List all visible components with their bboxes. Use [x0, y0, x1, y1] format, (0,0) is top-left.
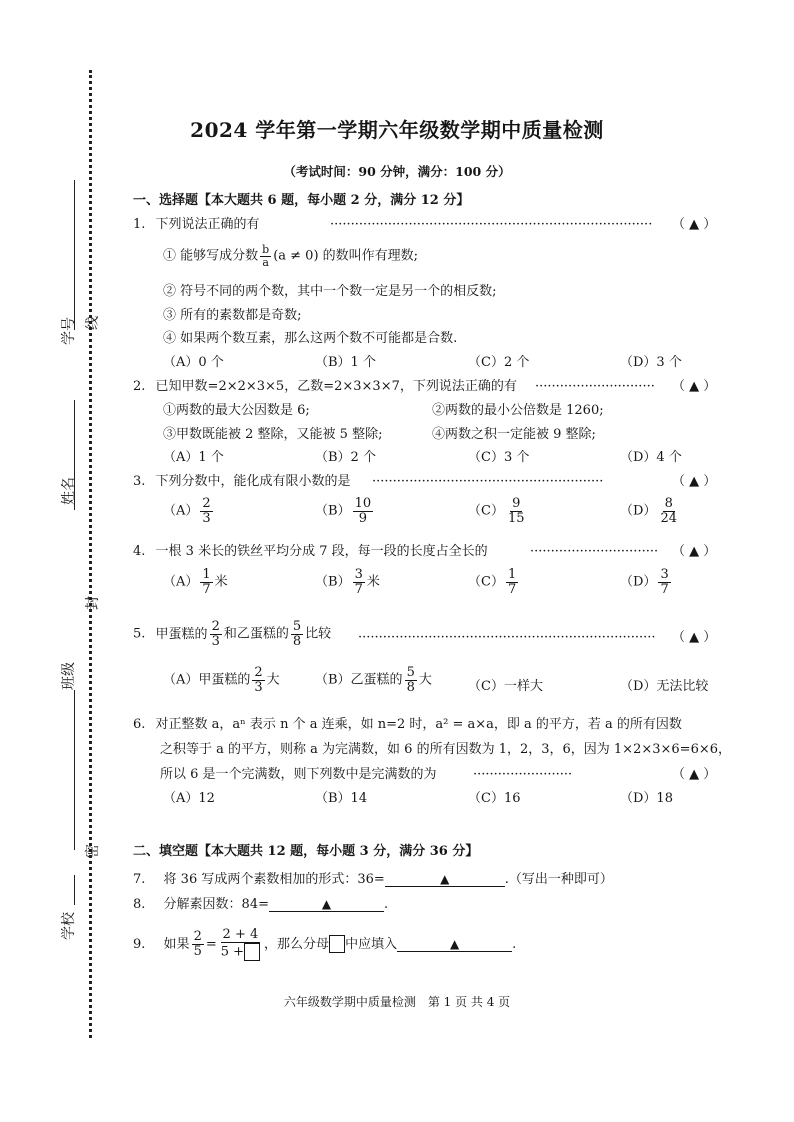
option-label: （A） [163, 503, 199, 519]
q1-statement-4: ④ 如果两个数互素，那么这两个数不可能都是合数. [163, 331, 458, 346]
q2-statement-2: ②两数的最小公倍数是 1260; [432, 403, 604, 418]
q8-number: 8. [133, 897, 146, 912]
equals-sign: = [205, 936, 217, 952]
q1-s1-prefix: ① 能够写成分数 [163, 248, 259, 264]
q3-dots: ························································ [372, 475, 604, 488]
q2-dots: ····························· [535, 380, 655, 393]
q4-c-fraction [506, 568, 518, 596]
q3-option-d[interactable] [620, 497, 681, 525]
fraction-numerator: 1 [202, 567, 211, 582]
q7-number: 7. [133, 872, 146, 887]
q1-dots: ·············································································· [330, 218, 653, 231]
q3-a-fraction [200, 497, 212, 525]
option-suffix: 大 [266, 672, 280, 688]
fraction-denominator: 8 [292, 633, 302, 649]
binding-dotted-line [89, 70, 92, 1038]
q8-text: 分解素因数：84= [163, 897, 269, 912]
answer-mark: ▲ [449, 936, 460, 951]
q9-answer-blank[interactable] [397, 938, 512, 952]
q6-option-a[interactable]: （A）12 [163, 791, 215, 806]
q5-fraction-2 [291, 620, 303, 648]
unit: 米 [366, 574, 380, 590]
fraction-denominator: 3 [202, 510, 211, 526]
q4-text: 一根 3 米长的铁丝平均分成 7 段，每一段的长度占全长的 [155, 544, 488, 559]
q6-dots: ························ [473, 768, 573, 781]
q7 [133, 873, 613, 887]
fraction-numerator: 2 [211, 619, 220, 634]
q8 [133, 898, 388, 912]
q4-d-fraction [658, 568, 670, 596]
fraction-denominator: 7 [202, 581, 211, 597]
q4-option-d[interactable] [620, 568, 673, 596]
q6-answer: （ ▲ ） [672, 767, 717, 782]
q3-option-b[interactable] [315, 497, 375, 525]
denominator-text: 5 + [220, 944, 245, 960]
inline-box [329, 935, 345, 953]
section2-heading: 二、填空题【本大题共 12 题，每小题 3 分，满分 36 分】 [133, 844, 479, 859]
student-no-line [74, 180, 75, 330]
fraction-numerator: 9 [512, 496, 521, 511]
q6-line-3: 所以 6 是一个完满数，则下列数中是完满数的为 [160, 767, 437, 782]
option-label: （C） [468, 503, 504, 519]
q4-option-b[interactable] [315, 568, 380, 596]
fraction-denominator: 15 [507, 510, 525, 526]
fraction-denominator: a [262, 255, 269, 269]
q5-text-a: 甲蛋糕的 [155, 626, 208, 642]
q1-option-c[interactable]: （C）2 个 [468, 355, 530, 370]
q6-option-d[interactable]: （D）18 [620, 791, 673, 806]
q7-answer-blank[interactable] [385, 873, 505, 887]
fraction-numerator: 2 + 4 [222, 927, 259, 942]
fraction-denominator: 7 [660, 581, 669, 597]
q2-number: 2. [133, 379, 146, 394]
school-label: 学校 [61, 912, 77, 940]
q3-number: 3. [133, 474, 146, 489]
q5-option-c[interactable]: （C）一样大 [468, 679, 543, 694]
q4-b-fraction [353, 568, 365, 596]
q7-text: 将 36 写成两个素数相加的形式：36= [163, 872, 385, 887]
option-label: （D） [620, 574, 657, 590]
fraction-numerator: 10 [354, 496, 372, 511]
fraction-numerator: 2 [202, 496, 211, 511]
fraction-numerator: 8 [664, 496, 673, 511]
option-label: （A） [163, 574, 199, 590]
q9-text-mid: ，那么分母 [264, 936, 330, 952]
q9-fraction-left [192, 930, 204, 958]
option-label: （A）甲蛋糕的 [163, 672, 251, 688]
class-line [74, 690, 75, 850]
q3-option-a[interactable] [163, 497, 215, 525]
class-label: 班级 [61, 662, 77, 690]
q1-text: 下列说法正确的有 [155, 217, 260, 232]
q3-c-fraction [506, 497, 527, 525]
school-line [74, 875, 75, 905]
q1-statement-2: ② 符号不同的两个数，其中一个数一定是另一个的相反数; [163, 284, 497, 299]
exam-title: 2024 学年第一学期六年级数学期中质量检测 [190, 118, 604, 142]
fraction-numerator: 5 [292, 619, 302, 634]
q9-suffix: . [512, 936, 517, 952]
fraction-numerator: 3 [354, 567, 363, 582]
q3-text: 下列分数中，能化成有限小数的是 [155, 474, 351, 489]
q7-suffix: .（写出一种即可） [504, 872, 613, 887]
q2-statement-4: ④两数之积一定能被 9 整除; [432, 427, 596, 442]
mi-label: 密 [85, 844, 101, 858]
q5-number: 5. [133, 626, 146, 642]
xian-label: 线 [85, 316, 101, 330]
fraction-denominator [219, 943, 262, 961]
q1-answer: （ ▲ ） [672, 217, 717, 232]
q2-option-b[interactable]: （B）2 个 [315, 450, 376, 465]
fraction-denominator: 3 [254, 679, 263, 695]
option-label: （C） [468, 574, 504, 590]
q2-option-c[interactable]: （C）3 个 [468, 450, 530, 465]
q5-option-a[interactable] [163, 666, 280, 694]
q5-a-fraction [252, 666, 264, 694]
q3-b-fraction [353, 497, 374, 525]
fraction-denominator: 3 [211, 633, 220, 649]
fraction-denominator: 7 [507, 581, 517, 597]
fraction-numerator: 5 [406, 665, 415, 680]
student-no-label: 学号 [61, 317, 77, 345]
q4-option-c[interactable] [468, 568, 520, 596]
q4-answer: （ ▲ ） [672, 544, 717, 559]
q3-stem [133, 475, 351, 488]
q2-stem [133, 380, 517, 393]
q4-stem [133, 545, 488, 558]
fraction-denominator: 8 [406, 679, 415, 695]
q9-text-mid2: 中应填入 [345, 936, 398, 952]
q9-text-pre: 如果 [163, 936, 190, 952]
q5-answer: （ ▲ ） [672, 630, 717, 645]
q1-statement-1 [163, 244, 418, 268]
section1-heading: 一、选择题【本大题共 6 题，每小题 2 分，满分 12 分】 [133, 193, 470, 208]
q6-option-b[interactable]: （B）14 [315, 791, 368, 806]
unit: 米 [214, 574, 228, 590]
fraction-denominator: 24 [660, 510, 677, 526]
q2-text: 已知甲数=2×2×3×5，乙数=2×3×3×7，下列说法正确的有 [155, 379, 517, 394]
q6-line-1 [133, 718, 682, 731]
q1-s1-fraction [260, 244, 271, 268]
q6-number: 6. [133, 717, 146, 732]
fraction-numerator: 1 [507, 567, 517, 582]
q4-number: 4. [133, 544, 146, 559]
page-footer: 六年级数学期中质量检测 第 1 页 共 4 页 [283, 995, 511, 1009]
name-label: 姓名 [61, 477, 77, 505]
q1-s1-suffix: (a ≠ 0) 的数叫作有理数; [273, 248, 419, 264]
fraction-denominator: 7 [354, 581, 363, 597]
fraction-numerator: b [262, 243, 270, 256]
q9-fraction-right [219, 928, 262, 961]
q5-dots: ········································································ [358, 631, 656, 644]
option-label: （B） [315, 503, 351, 519]
exam-info: （考试时间：90 分钟，满分：100 分） [283, 164, 511, 179]
q2-option-d[interactable]: （D）4 个 [620, 450, 682, 465]
q9 [133, 928, 516, 961]
option-label: （B） [315, 574, 351, 590]
q2-answer: （ ▲ ） [672, 379, 717, 394]
q1-option-b[interactable]: （B）1 个 [315, 355, 376, 370]
denominator-box [244, 943, 260, 961]
q2-option-a[interactable]: （A）1 个 [163, 450, 224, 465]
q5-text-b: 和乙蛋糕的 [223, 626, 289, 642]
q9-number: 9. [133, 936, 146, 952]
q5-b-fraction [405, 666, 417, 694]
option-label: （B）乙蛋糕的 [315, 672, 403, 688]
fraction-numerator: 3 [660, 567, 669, 582]
answer-mark: ▲ [321, 897, 332, 911]
q2-statement-3: ③甲数既能被 2 整除，又能被 5 整除; [163, 427, 383, 442]
q8-answer-blank[interactable] [269, 898, 384, 912]
fraction-numerator: 2 [254, 665, 263, 680]
q4-dots: ······························· [530, 545, 659, 558]
q3-option-c[interactable] [468, 497, 529, 525]
q6-option-c[interactable]: （C）16 [468, 791, 521, 806]
q1-option-d[interactable]: （D）3 个 [620, 355, 682, 370]
q5-text-c: 比较 [305, 626, 332, 642]
q6-text-1: 对正整数 a，aⁿ 表示 n 个 a 连乘，如 n=2 时，a² = a×a，即 a 的平方，若 a 的所有因数 [155, 717, 682, 732]
q5-option-d[interactable]: （D）无法比较 [620, 679, 709, 694]
q3-d-fraction [658, 497, 679, 525]
option-suffix: 大 [418, 672, 432, 688]
q1-statement-3: ③ 所有的素数都是奇数; [163, 308, 302, 323]
feng-label: 封 [85, 596, 101, 610]
q6-line-2: 之积等于 a 的平方，则称 a 为完满数，如 6 的所有因数为 1，2，3，6，因为 1×2×3×6=6×6， [160, 742, 732, 757]
q2-statement-1: ①两数的最大公因数是 6; [163, 403, 310, 418]
q1-option-a[interactable]: （A）0 个 [163, 355, 224, 370]
q4-a-fraction [200, 568, 212, 596]
q3-answer: （ ▲ ） [672, 474, 717, 489]
q1-stem [133, 218, 260, 231]
q8-suffix: . [383, 897, 389, 912]
q5-fraction-1 [210, 620, 222, 648]
fraction-denominator: 5 [193, 943, 202, 959]
q4-option-a[interactable] [163, 568, 228, 596]
fraction-numerator: 2 [193, 929, 202, 945]
option-label: （D） [620, 503, 657, 519]
fraction-denominator: 9 [358, 510, 367, 526]
answer-mark: ▲ [440, 872, 450, 886]
q1-number: 1. [133, 217, 146, 232]
q5-stem [133, 620, 331, 648]
q5-option-b[interactable] [315, 666, 432, 694]
